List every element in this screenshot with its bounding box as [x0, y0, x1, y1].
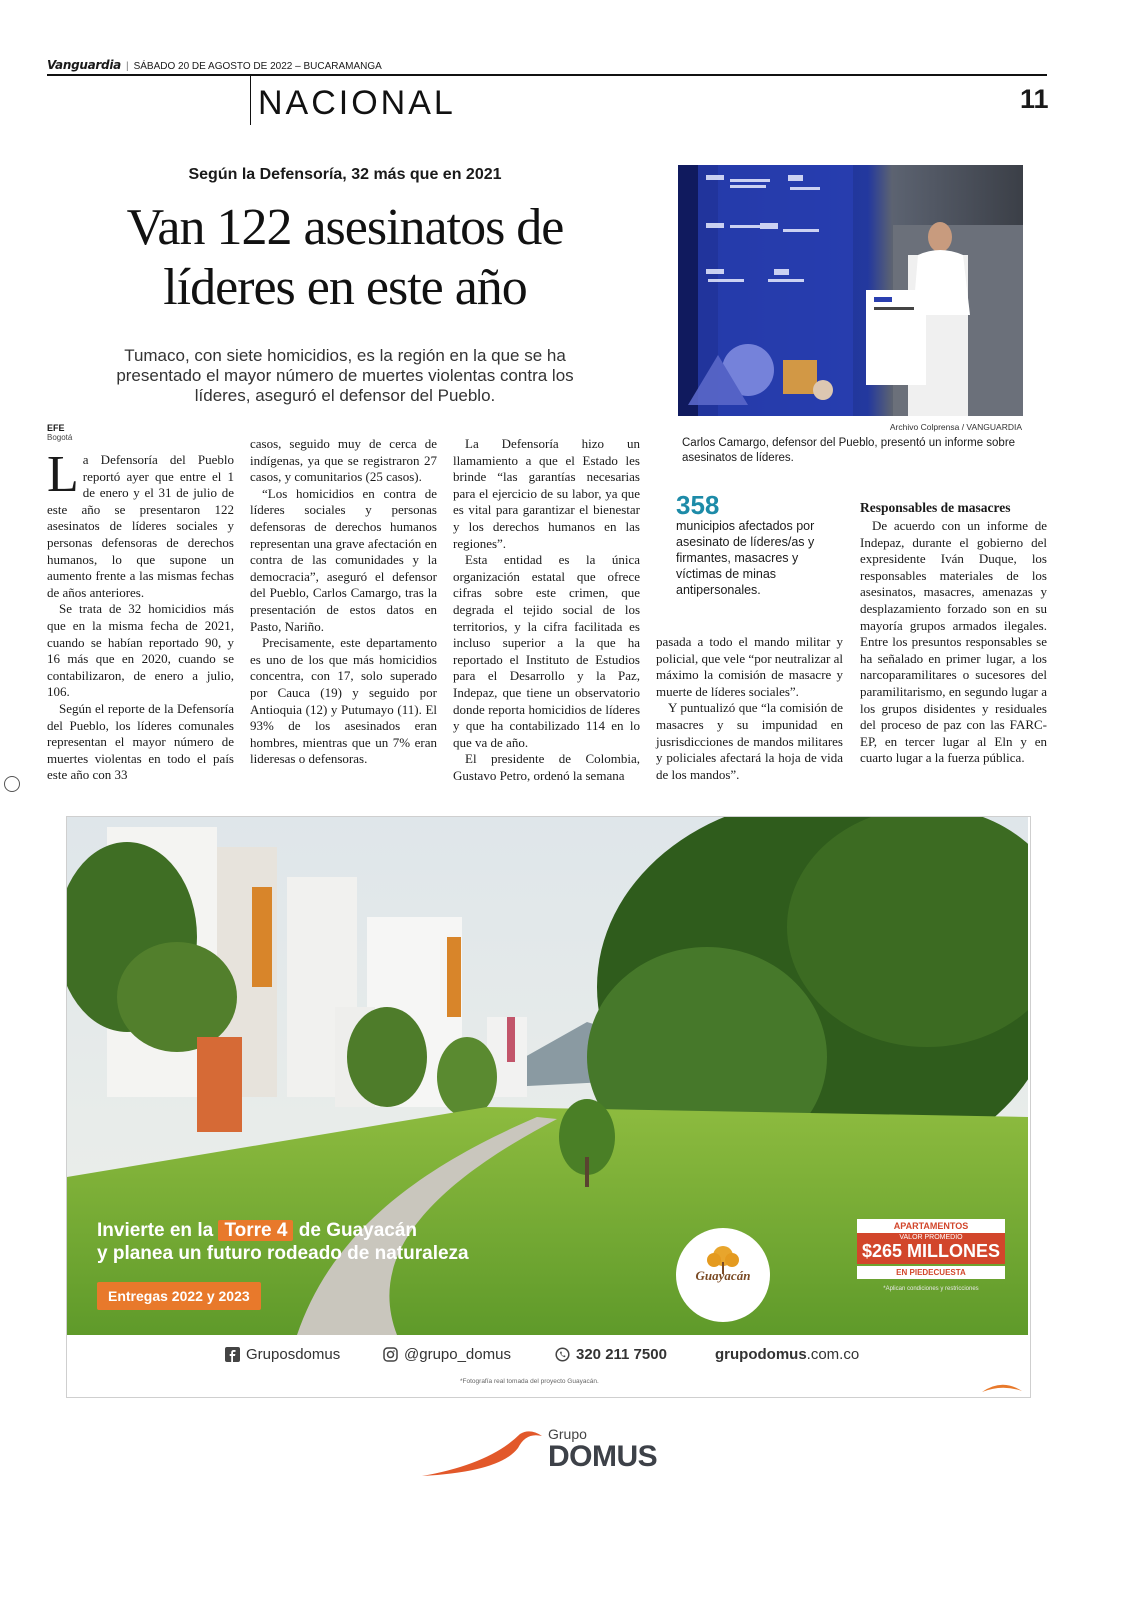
article-deck: Tumaco, con siete homicidios, es la región en la que se ha presentado el mayor número de muertes violentas contra los líderes, aseguró el defensor del Pueblo.	[116, 346, 574, 405]
paragraph: pasada a todo el mando militar y policial, que vele “por neutralizar al máximo la comisión de masacre y muerte de líderes sociales”.	[656, 634, 843, 699]
paragraph: El presidente de Colombia, Gustavo Petro, ordenó la semana	[453, 751, 640, 783]
website-domain: grupodomus	[715, 1346, 807, 1363]
website-link[interactable]	[715, 1346, 859, 1363]
stat-number: 358	[676, 490, 720, 520]
photo-credit: Archivo Colprensa / VANGUARDIA	[889, 422, 1022, 432]
price-value: $265 MILLONES	[857, 1241, 1005, 1264]
registration-mark-icon	[4, 776, 20, 792]
drop-cap: L	[47, 446, 79, 503]
price-badge	[857, 1219, 1005, 1279]
section-divider	[250, 76, 251, 125]
ad-deliveries-badge: Entregas 2022 y 2023	[97, 1282, 261, 1310]
facebook-handle: Gruposdomus	[246, 1346, 341, 1363]
phone-number: 320 211 7500	[576, 1346, 667, 1363]
paragraph: Según el reporte de la Defensoría del Pueblo, los líderes comunales representan el mayor número de muertes violentas en todo el país este año con 33	[47, 700, 234, 783]
brand-small-text: Grupo	[548, 1426, 587, 1442]
article-column-5	[860, 518, 1047, 767]
instagram-icon	[383, 1347, 398, 1362]
masthead: Vanguardia | SÁBADO 20 DE AGOSTO DE 2022 – BUCARAMANGA	[47, 58, 1047, 76]
price-location: EN PIEDECUESTA	[857, 1266, 1005, 1279]
page-number: 11	[1020, 84, 1049, 114]
byline-agency: EFE	[47, 423, 65, 433]
headline-line-2: líderes en este año	[163, 259, 527, 316]
byline-city: Bogotá	[47, 433, 73, 442]
instagram-contact[interactable]	[383, 1346, 511, 1363]
article-photo	[678, 165, 1023, 416]
ad-headline-line-2: y planea un futuro rodeado de naturaleza	[97, 1243, 469, 1264]
article-column-3	[453, 436, 640, 784]
paragraph: La Defensoría hizo un llamamiento a que el Estado les brinde “las garantías necesarias para el ejercicio de su labor, ya que es vital para garantizar el bienestar y los derechos humanos en las regiones”.	[453, 436, 640, 551]
price-disclaimer: *Aplican condiciones y restricciones	[883, 1286, 979, 1292]
paragraph: Y puntualizó que “la comisión de masacres y su impunidad en jusrisdicciones de mandos militares y policiales afectará la hoja de vida de los mandos”.	[656, 700, 843, 782]
article-headline	[60, 198, 630, 318]
photo-caption: Carlos Camargo, defensor del Pueblo, presentó un informe sobre asesinatos de líderes.	[682, 437, 1016, 464]
paragraph: “Los homicidios en contra de líderes sociales y personas defensoras de derechos humanos representan una grave afectación en contra de las comunidades y la democracia”, aseguró el defensor del Pueblo, Carlos Camargo, tras la presentación de estos datos en Pasto, Nariño.	[250, 485, 437, 634]
paragraph: De acuerdo con un informe de Indepaz, durante el gobierno del expresidente Iván Duque, los responsables materiales de los asesinatos, masacres, amenazas y desplazamiento forzado son en su mayoría grupos armados ilegales. Entre los presuntos responsables se ha señalado en primer lugar, a los narcoparamilitares o sucesores del paramilitarismo, en segundo lugar a los grupos disidentes y residuales del proceso de paz con las FARC-EP, en tercer lugar al Eln y en cuarto lugar a la fuerza pública.	[860, 518, 1047, 766]
price-label: APARTAMENTOS	[857, 1219, 1005, 1233]
article-column-1	[47, 446, 234, 784]
dateline: SÁBADO 20 DE AGOSTO DE 2022 – BUCARAMANGA	[133, 61, 382, 72]
section-title: NACIONAL	[258, 84, 456, 122]
ad-headline-highlight: Torre 4	[218, 1220, 293, 1241]
article-column-2	[250, 436, 437, 768]
ad-headline-post: de Guayacán	[298, 1220, 418, 1241]
article-kicker: Según la Defensoría, 32 más que en 2021	[188, 166, 502, 183]
newspaper-logo: Vanguardia	[47, 58, 121, 72]
paragraph: casos, seguido muy de cerca de indígenas, ya que se registraron 27 casos, y comunitarios (25 casos).	[250, 436, 437, 485]
whatsapp-icon	[555, 1347, 570, 1362]
facebook-contact[interactable]	[225, 1346, 340, 1363]
paragraph: Se trata de 32 homicidios más que en la misma fecha de 2021, cuando se habían reportado 90, y 16 más que en 2020, cuando se contabilizaron, de enero a julio, 106.	[47, 601, 234, 700]
subheading: Responsables de masacres	[860, 500, 1011, 515]
paragraph: Esta entidad es la única organización estatal que ofrece cifras sobre este crimen, que degrada el tejido social de los territorios, y la cifra facilitada es incluso superior a la que ha reportado el Instituto de Estudios para el Desarrollo y la Paz, Indepaz, que tiene un observatorio donde reporta homicidios de líderes y que ha contabilizado 114 en lo que va de año.	[453, 552, 640, 750]
stat-description: municipios afectados por asesinato de líderes/as y firmantes, masacres y víctimas de minas antipersonales.	[676, 519, 815, 597]
brand-logo-text: DOMUS	[548, 1440, 658, 1473]
paragraph: a Defensoría del Pueblo reportó ayer que entre el 1 de enero y el 31 de julio de este año se presentaron 122 asesinatos de líderes sociales y personas defensoras de derechos humanos, lo que supone un aumento frente a las mismas fechas de años anteriores.	[47, 452, 234, 600]
ad-footnote: *Fotografía real tomada del proyecto Guayacán.	[460, 1378, 599, 1385]
article-column-4	[656, 634, 843, 783]
ad-headline-pre: Invierte en la	[97, 1220, 214, 1241]
guayacan-logo-text: Guayacán	[695, 1268, 751, 1283]
whatsapp-contact[interactable]	[555, 1346, 667, 1363]
facebook-icon	[225, 1347, 240, 1362]
website-tld: .com.co	[806, 1346, 860, 1363]
ad-headline	[97, 1219, 469, 1265]
paragraph: Precisamente, este departamento es uno de los que más homicidios concentra, con 17, solo superado por Cauca (19) y seguido por Antioquia (12) y Putumayo (11). El 93% de los asesinados eran hombres, mientras que un 7% eran lideresas o defensoras.	[250, 635, 437, 767]
instagram-handle: @grupo_domus	[404, 1346, 511, 1363]
swoosh-icon	[980, 1380, 1024, 1394]
headline-line-1: Van 122 asesinatos de	[126, 199, 564, 256]
price-sublabel: VALOR PROMEDIO	[857, 1233, 1005, 1241]
speaker-photo	[678, 165, 1023, 416]
